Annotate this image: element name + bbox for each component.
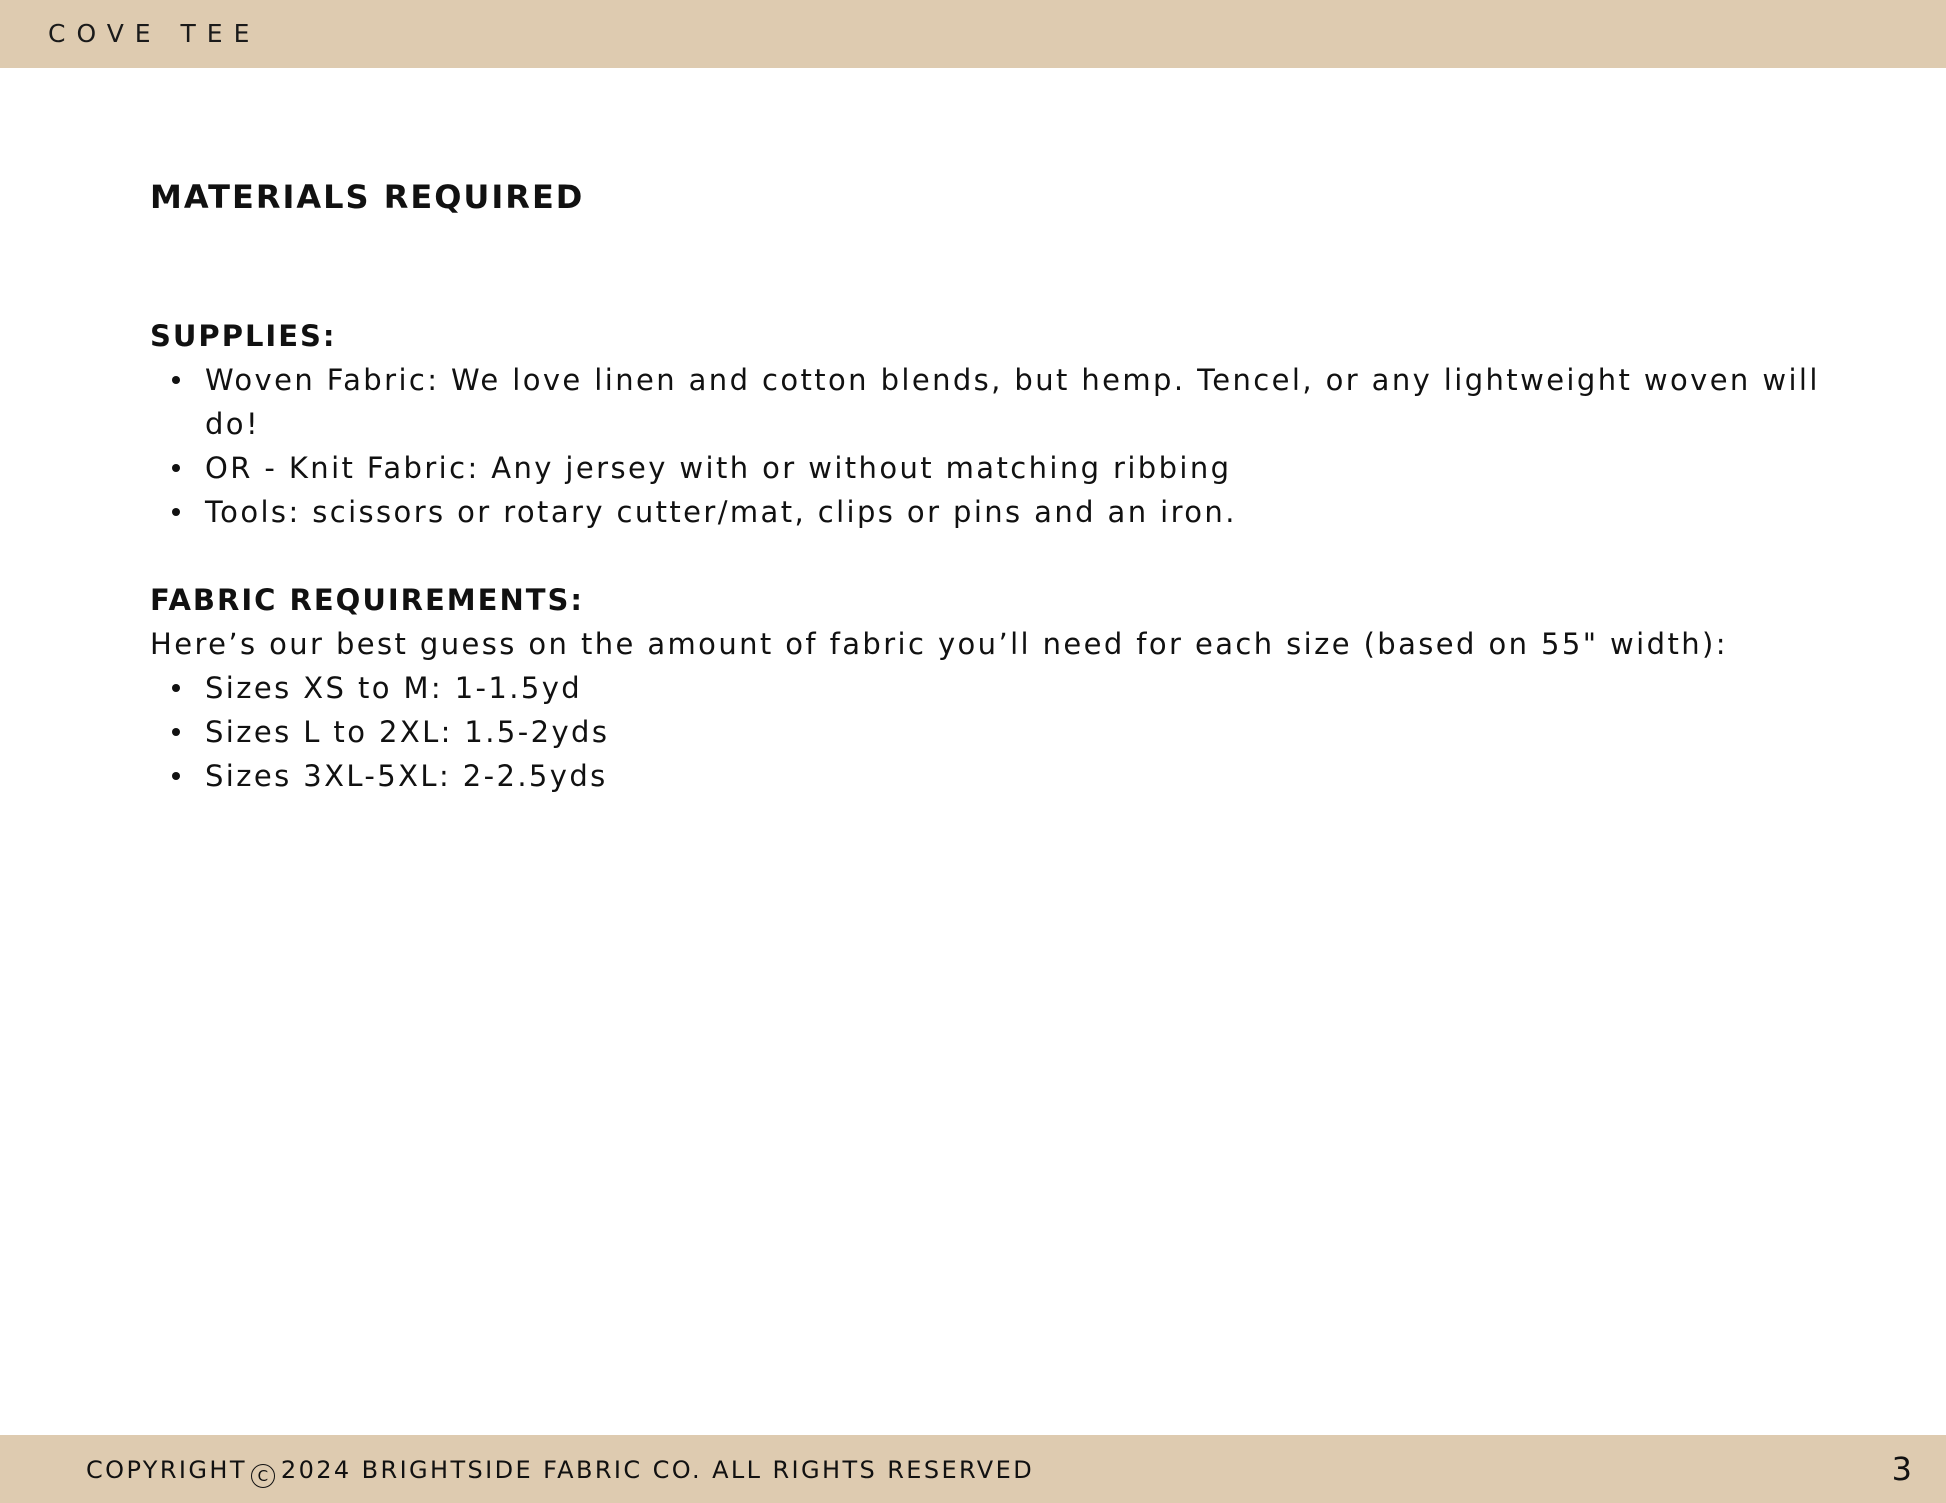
bullet-icon bbox=[172, 772, 180, 780]
header-band bbox=[0, 0, 1946, 68]
supplies-item-woven-fabric bbox=[150, 358, 1870, 446]
list-item-text: Sizes XS to M: 1-1.5yd bbox=[205, 671, 583, 705]
bullet-icon bbox=[172, 508, 180, 516]
bullet-icon bbox=[172, 684, 180, 692]
copyright-notice bbox=[86, 1456, 1034, 1488]
list-item-text: Sizes 3XL-5XL: 2-2.5yds bbox=[205, 759, 608, 793]
copyright-prefix: COPYRIGHT bbox=[86, 1456, 247, 1484]
size-requirement-3xl-5xl bbox=[150, 754, 1870, 798]
list-item-text: Tools: scissors or rotary cutter/mat, clips or pins and an iron. bbox=[205, 495, 1237, 529]
copyright-icon: C bbox=[251, 1464, 275, 1488]
supplies-heading: SUPPLIES: bbox=[150, 319, 337, 353]
size-requirement-l-2xl bbox=[150, 710, 1870, 754]
fabric-requirements-intro: Here’s our best guess on the amount of fabric you’ll need for each size (based on 55" width): bbox=[150, 627, 1728, 661]
fabric-requirements-list bbox=[150, 666, 1870, 798]
footer-band bbox=[0, 1435, 1946, 1503]
bullet-icon bbox=[172, 376, 180, 384]
main-content bbox=[150, 170, 1870, 798]
fabric-requirements-heading: FABRIC REQUIREMENTS: bbox=[150, 583, 585, 617]
supplies-item-tools bbox=[150, 490, 1870, 534]
supplies-item-knit-fabric bbox=[150, 446, 1870, 490]
page-number: 3 bbox=[1891, 1450, 1912, 1488]
list-item-text: Woven Fabric: We love linen and cotton blends, but hemp. Tencel, or any lightweight woven will do! bbox=[205, 363, 1820, 441]
copyright-text: 2024 BRIGHTSIDE FABRIC CO. ALL RIGHTS RESERVED bbox=[280, 1456, 1035, 1484]
header-title: COVE TEE bbox=[48, 19, 261, 48]
supplies-list bbox=[150, 358, 1870, 534]
list-item-text: Sizes L to 2XL: 1.5-2yds bbox=[205, 715, 610, 749]
list-item-text: OR - Knit Fabric: Any jersey with or without matching ribbing bbox=[205, 451, 1232, 485]
bullet-icon bbox=[172, 464, 180, 472]
size-requirement-xs-m bbox=[150, 666, 1870, 710]
bullet-icon bbox=[172, 728, 180, 736]
page-title: MATERIALS REQUIRED bbox=[150, 178, 585, 216]
